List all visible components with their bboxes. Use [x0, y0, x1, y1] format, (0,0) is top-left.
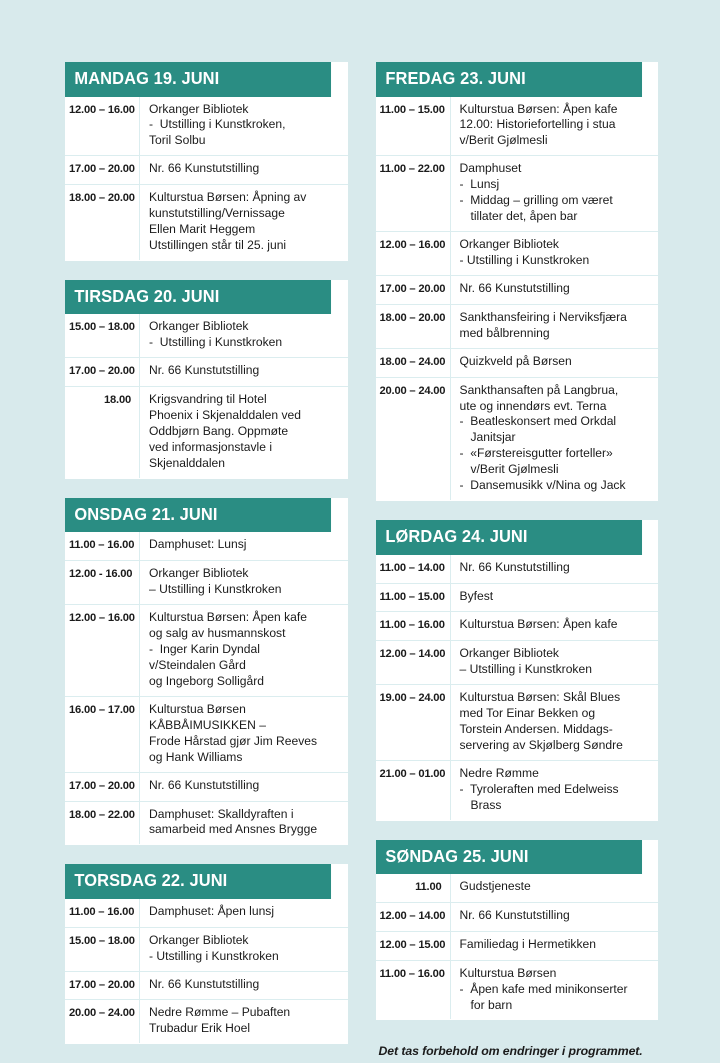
event-description-line: tillater det, åpen bar	[470, 209, 578, 224]
event-time: 11.00 – 22.00	[376, 156, 451, 231]
event-description-line: Toril Solbu	[149, 133, 206, 148]
event-time: 11.00 – 16.00	[376, 612, 451, 640]
event-description-line: – Utstilling i Kunstkroken	[149, 582, 282, 597]
schedule-row	[65, 971, 348, 1000]
day-header: ONSDAG 21. JUNI	[65, 498, 331, 533]
schedule-row	[65, 772, 348, 801]
event-time: 11.00 – 16.00	[65, 532, 140, 560]
event-description-line: – Utstilling i Kunstkroken	[459, 662, 592, 677]
day-header: TORSDAG 22. JUNI	[65, 864, 331, 899]
event-description	[451, 961, 659, 1020]
event-description	[451, 761, 659, 820]
event-description-line: Phoenix i Skjenalddalen ved	[149, 408, 301, 423]
event-time: 11.00 – 15.00	[376, 584, 451, 612]
schedule-row	[376, 304, 659, 348]
event-description	[140, 972, 348, 1000]
event-description-line: Sankthansfeiring i Nerviksfjæra	[459, 309, 627, 324]
event-description-line: Orkanger Bibliotek	[459, 646, 559, 661]
event-description-line: Nedre Rømme	[459, 765, 539, 780]
event-time: 21.00 – 01.00	[376, 761, 451, 820]
day-header: MANDAG 19. JUNI	[65, 62, 331, 97]
event-description-line: Trubadur Erik Hoel	[149, 1021, 251, 1036]
schedule-row	[376, 583, 659, 612]
schedule-row	[65, 314, 348, 357]
schedule-row	[376, 155, 659, 231]
event-description-line: Nr. 66 Kunstutstilling	[459, 281, 570, 296]
event-description-line: 12.00: Historiefortelling i stua	[459, 117, 616, 132]
schedule-row	[376, 640, 659, 684]
schedule-row	[376, 931, 659, 960]
event-description-line: ute og innendørs evt. Terna	[459, 398, 607, 413]
schedule-row	[376, 960, 659, 1020]
schedule-row	[376, 555, 659, 583]
event-time: 20.00 – 24.00	[376, 378, 451, 501]
event-description	[451, 641, 659, 684]
event-description	[451, 903, 659, 931]
schedule-row	[376, 377, 659, 501]
event-time: 11.00 – 16.00	[65, 899, 140, 927]
event-time: 18.00 – 22.00	[65, 802, 140, 845]
event-description-line: Familiedag i Hermetikken	[459, 936, 596, 951]
day-rows	[65, 314, 348, 478]
event-time: 17.00 – 20.00	[376, 276, 451, 304]
event-description-line: Nr. 66 Kunstutstilling	[459, 559, 570, 574]
event-description-line: v/Steindalen Gård	[149, 658, 246, 672]
event-description-line: - Dansemusikk v/Nina og Jack	[459, 478, 626, 493]
event-time: 12.00 – 14.00	[376, 641, 451, 684]
day-rows	[376, 97, 659, 502]
day-rows	[65, 532, 348, 845]
event-time: 12.00 – 15.00	[376, 932, 451, 960]
event-description-line: Nr. 66 Kunstutstilling	[149, 363, 260, 378]
event-description-line: - Utstilling i Kunstkroken	[149, 335, 283, 350]
event-description-line: - Utstilling i Kunstkroken,	[149, 117, 286, 132]
schedule-row	[65, 999, 348, 1043]
event-time: 19.00 – 24.00	[376, 685, 451, 760]
event-description-line: Kulturstua Børsen: Åpen kafe	[459, 101, 618, 116]
event-description-line: Janitsjar	[470, 430, 516, 445]
event-description-line: Orkanger Bibliotek	[149, 566, 249, 581]
schedule-row	[65, 927, 348, 971]
event-time: 11.00 – 16.00	[376, 961, 451, 1020]
event-description-line: - Utstilling i Kunstkroken	[149, 948, 279, 963]
event-description-line: Krigsvandring til Hotel	[149, 392, 267, 407]
event-description-line: v/Berit Gjølmesli	[459, 133, 548, 148]
schedule-row	[65, 532, 348, 560]
event-description-line: Kulturstua Børsen	[459, 965, 557, 980]
right-column	[376, 62, 659, 1058]
schedule-row	[376, 348, 659, 377]
event-description	[140, 185, 348, 260]
event-description-line: Kulturstua Børsen	[149, 701, 246, 716]
schedule-row	[65, 899, 348, 927]
event-time: 12.00 – 16.00	[376, 232, 451, 275]
event-description-line: Quizkveld på Børsen	[459, 353, 572, 368]
event-description-line: kunstutstilling/Vernissage	[149, 206, 285, 221]
event-description-line: - Beatleskonsert med Orkdal	[459, 414, 617, 429]
event-time: 17.00 – 20.00	[65, 773, 140, 801]
event-description	[140, 1000, 348, 1043]
event-description	[140, 532, 348, 560]
event-description-line: Kulturstua Børsen: Skål Blues	[459, 690, 621, 705]
event-description-line: - «Førstereisgutter forteller»	[459, 446, 613, 461]
schedule-row	[65, 696, 348, 772]
event-description-line: Brass	[470, 797, 502, 812]
day-rows	[65, 97, 348, 261]
event-description	[451, 555, 659, 583]
event-description-line: og Ingeborg Solligård	[149, 673, 264, 688]
event-description	[140, 387, 348, 478]
schedule-row	[376, 97, 659, 156]
day-header: SØNDAG 25. JUNI	[376, 840, 642, 875]
event-time: 18.00	[65, 387, 140, 478]
event-description-line: Oddbjørn Bang. Oppmøte	[149, 424, 289, 439]
event-description-line: Kulturstua Børsen: Åpen kafe	[459, 617, 618, 632]
event-description	[140, 605, 348, 696]
schedule-row	[65, 386, 348, 478]
event-description-line: og salg av husmannskost	[149, 626, 286, 641]
event-description	[451, 932, 659, 960]
event-description	[140, 899, 348, 927]
event-description-line: med Tor Einar Bekken og	[459, 706, 596, 720]
schedule-row	[376, 275, 659, 304]
event-description-line: - Lunsj	[459, 177, 500, 192]
event-description	[451, 874, 659, 902]
schedule-row	[65, 357, 348, 386]
event-time: 11.00 – 15.00	[376, 97, 451, 156]
event-time: 17.00 – 20.00	[65, 358, 140, 386]
event-description	[451, 612, 659, 640]
event-description-line: - Inger Karin Dyndal	[149, 642, 260, 657]
event-description	[451, 156, 659, 231]
event-time: 20.00 – 24.00	[65, 1000, 140, 1043]
event-description	[451, 232, 659, 275]
event-description-line: Orkanger Bibliotek	[149, 101, 249, 116]
event-description-line: Damphuset	[459, 161, 522, 176]
event-description-line: Frode Hårstad gjør Jim Reeves	[149, 733, 318, 748]
event-description-line: Ellen Marit Heggem	[149, 222, 256, 237]
schedule-row	[65, 184, 348, 260]
event-description-line: Damphuset: Skalldyraften i	[149, 806, 294, 821]
event-description-line: v/Berit Gjølmesli	[470, 462, 559, 477]
schedule-row	[65, 801, 348, 845]
event-description	[140, 97, 348, 156]
event-description-line: samarbeid med Ansnes Brygge	[149, 822, 318, 837]
schedule-row	[376, 760, 659, 820]
event-description-line: Nr. 66 Kunstutstilling	[149, 777, 260, 792]
day-block	[65, 864, 348, 1044]
event-description-line: med bålbrenning	[459, 325, 550, 340]
event-description-line: for barn	[470, 997, 513, 1012]
event-time: 11.00 – 14.00	[376, 555, 451, 583]
schedule-row	[376, 611, 659, 640]
schedule-row	[65, 604, 348, 696]
event-description	[140, 561, 348, 604]
left-column	[65, 62, 348, 1063]
event-time: 15.00 – 18.00	[65, 314, 140, 357]
event-description-line: Skjenalddalen	[149, 455, 225, 470]
event-description-line: Damphuset: Åpen lunsj	[149, 903, 275, 918]
event-description-line: Kulturstua Børsen: Åpning av	[149, 190, 307, 205]
event-description-line: Damphuset: Lunsj	[149, 537, 247, 552]
event-description-line: Kulturstua Børsen: Åpen kafe	[149, 610, 307, 625]
day-header: LØRDAG 24. JUNI	[376, 520, 642, 555]
event-description-line: - Åpen kafe med minikonserter	[459, 981, 628, 996]
event-description	[451, 685, 659, 760]
event-description-line: Orkanger Bibliotek	[149, 319, 249, 334]
event-description-line: Nr. 66 Kunstutstilling	[149, 976, 260, 991]
day-rows	[65, 899, 348, 1044]
event-description	[140, 314, 348, 357]
disclaimer-note: Det tas forbehold om endringer i programmet.	[378, 1044, 643, 1059]
event-description	[140, 802, 348, 845]
event-description	[451, 305, 659, 348]
day-rows	[376, 874, 659, 1020]
event-description	[451, 276, 659, 304]
event-description	[451, 378, 659, 501]
day-block	[376, 840, 659, 1021]
event-description-line: - Tyroleraften med Edelweiss	[459, 781, 619, 796]
event-time: 12.00 – 16.00	[65, 605, 140, 696]
event-time: 18.00 – 20.00	[65, 185, 140, 260]
schedule-row	[65, 560, 348, 604]
event-time: 12.00 – 14.00	[376, 903, 451, 931]
event-description-line: Gudstjeneste	[459, 879, 531, 894]
event-description	[140, 928, 348, 971]
event-time: 17.00 – 20.00	[65, 156, 140, 184]
day-block	[65, 62, 348, 261]
event-description	[140, 156, 348, 184]
event-description-line: Byfest	[459, 588, 494, 603]
event-time: 12.00 – 16.00	[65, 97, 140, 156]
event-time: 17.00 – 20.00	[65, 972, 140, 1000]
event-description-line: - Middag – grilling om været	[459, 193, 613, 208]
event-description-line: Nr. 66 Kunstutstilling	[459, 908, 570, 923]
event-time: 11.00	[376, 874, 451, 902]
event-description	[140, 773, 348, 801]
event-description-line: - Utstilling i Kunstkroken	[459, 253, 590, 268]
event-description-line: Orkanger Bibliotek	[459, 237, 559, 252]
schedule-row	[376, 231, 659, 275]
event-description	[451, 584, 659, 612]
event-description-line: Utstillingen står til 25. juni	[149, 238, 287, 253]
event-description-line: Nedre Rømme – Pubaften	[149, 1005, 291, 1020]
day-header: TIRSDAG 20. JUNI	[65, 280, 331, 315]
event-description-line: ved informasjonstavle i	[149, 440, 273, 455]
day-block	[376, 62, 659, 501]
schedule-row	[65, 155, 348, 184]
event-description	[140, 697, 348, 772]
event-time: 12.00 - 16.00	[65, 561, 140, 604]
day-rows	[376, 555, 659, 821]
schedule-row	[376, 684, 659, 760]
event-description-line: Torstein Andersen. Middags-	[459, 721, 613, 736]
event-time: 15.00 – 18.00	[65, 928, 140, 971]
event-description	[451, 97, 659, 156]
event-description-line: KÅBBÅIMUSIKKEN –	[149, 717, 266, 732]
event-description	[140, 358, 348, 386]
event-description-line: og Hank Williams	[149, 749, 243, 764]
schedule-row	[376, 902, 659, 931]
schedule-row	[376, 874, 659, 902]
schedule-row	[65, 97, 348, 156]
event-description-line: Orkanger Bibliotek	[149, 932, 249, 947]
day-header: FREDAG 23. JUNI	[376, 62, 642, 97]
event-time: 16.00 – 17.00	[65, 697, 140, 772]
event-time: 18.00 – 20.00	[376, 305, 451, 348]
event-description-line: Sankthansaften på Langbrua,	[459, 382, 619, 397]
day-block	[65, 498, 348, 845]
day-block	[376, 520, 659, 820]
event-description-line: Nr. 66 Kunstutstilling	[149, 161, 260, 176]
event-description-line: servering av Skjølberg Søndre	[459, 737, 623, 752]
event-description	[451, 349, 659, 377]
event-time: 18.00 – 24.00	[376, 349, 451, 377]
day-block	[65, 280, 348, 479]
